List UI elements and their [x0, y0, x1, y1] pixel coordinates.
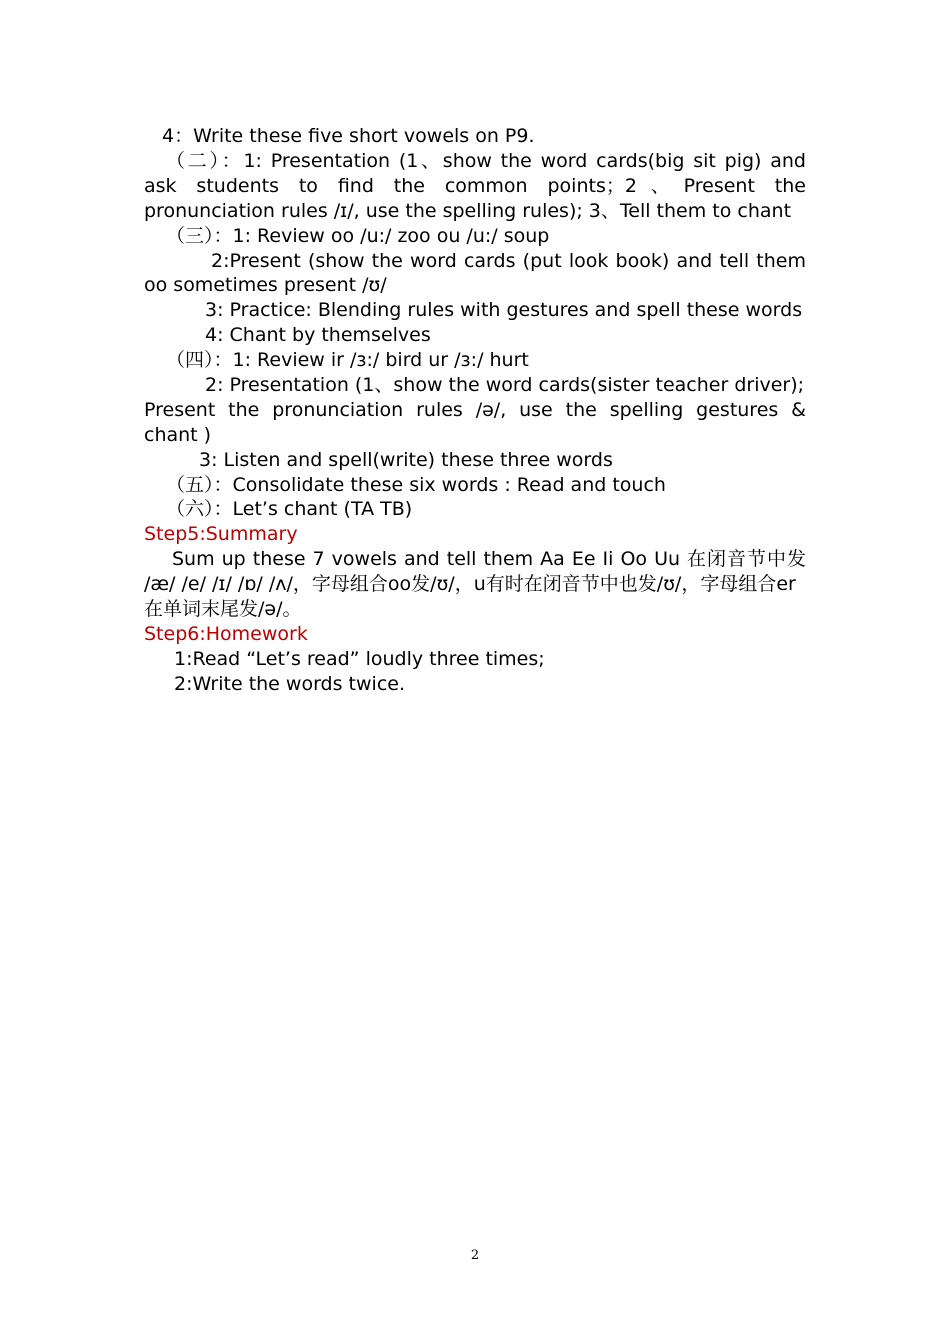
step-4-line-2a: 2: Presentation (1、show the word cards(sister teacher driver); — [205, 373, 805, 396]
homework-heading: Step6:Homework — [144, 622, 308, 645]
step-6-line: （六）：Let’s chant (TA TB) — [166, 498, 413, 521]
step-2-text: 1: Presentation (1、show the word cards(big sit pig) and ask students to find the common points；2、Present the pronunciation rules /ɪ/, use the spelling rules); 3、Tell them to chant — [144, 149, 806, 222]
step-4-line-2c: chant ) — [144, 423, 212, 446]
homework-item-2: 2:Write the words twice. — [174, 672, 405, 695]
summary-line-1: Sum up these 7 vowels and tell them Aa Ee Ii Oo Uu 在闭音节中发 — [172, 548, 806, 571]
step-2-paragraph — [144, 149, 806, 224]
step4-item-4: 4：Write these five short vowels on P9. — [162, 125, 535, 147]
summary-line-2: /æ/ /e/ /ɪ/ /ɒ/ /ʌ/，字母组合oo发/ʊ/，u有时在闭音节中也发/ʊ/，字母组合er — [144, 573, 796, 596]
page-number: 2 — [470, 1248, 480, 1263]
step-5-prefix: （五）： — [166, 473, 233, 496]
step-4-line-2b: Present the pronunciation rules /ə/, use the spelling gestures & — [144, 398, 806, 421]
step-2-prefix: （二）： — [166, 149, 244, 172]
step-3-prefix: （三）： — [166, 224, 233, 247]
step-4-prefix: （四）： — [166, 349, 233, 372]
step-3-line-2a: 2:Present (show the word cards (put look book) and tell them — [211, 249, 806, 272]
summary-heading: Step5:Summary — [144, 523, 298, 546]
step-5-line: （五）：Consolidate these six words : Read and touch — [166, 473, 666, 496]
step-3-line-1: （三）：1: Review oo /u:/ zoo ou /u:/ soup — [166, 224, 550, 247]
step-6-prefix: （六）： — [166, 498, 233, 521]
summary-line-3: 在单词末尾发/ə/。 — [144, 597, 302, 620]
step-4-line-3: 3: Listen and spell(write) these three words — [199, 448, 613, 471]
step-3-line-3: 3: Practice: Blending rules with gestures and spell these words — [205, 299, 803, 322]
homework-item-1: 1:Read “Let’s read” loudly three times; — [174, 647, 545, 670]
step-4-line-1: （四）：1: Review ir /ɜ:/ bird ur /ɜ:/ hurt — [166, 349, 529, 372]
step-3-line-4: 4: Chant by themselves — [205, 324, 431, 347]
document-body — [144, 124, 806, 697]
step-3-line-2b: oo sometimes present /ʊ/ — [144, 274, 387, 297]
